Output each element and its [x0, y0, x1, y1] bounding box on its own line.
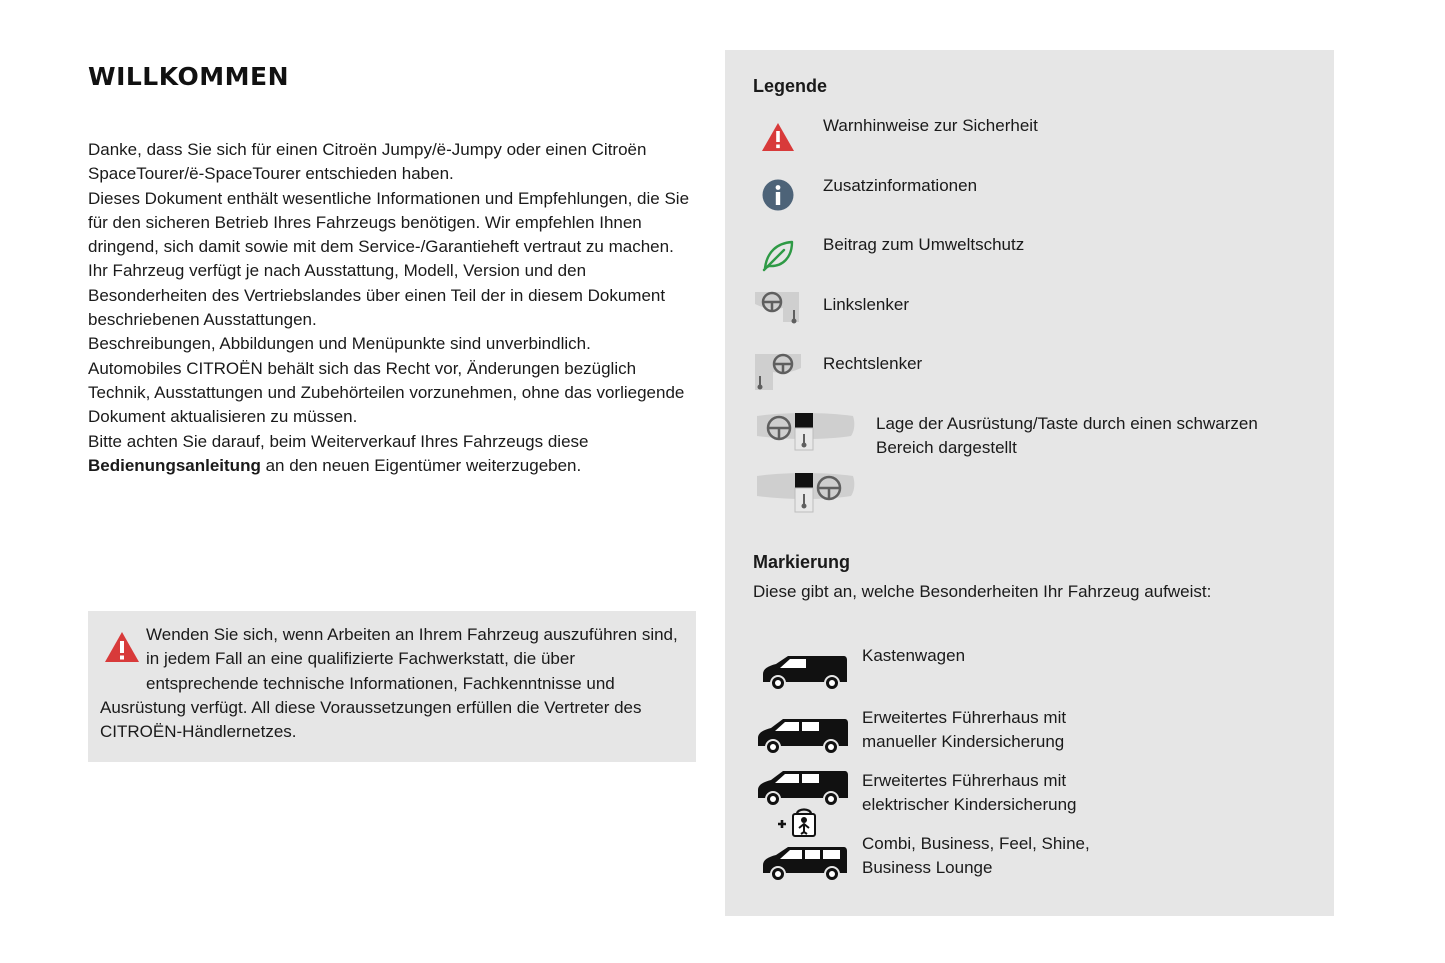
legend-label-environment: Beitrag zum Umweltschutz — [823, 235, 1025, 254]
page-title: WILLKOMMEN — [88, 62, 289, 91]
legend-label-equipment-location: Lage der Ausrüstung/Taste durch einen schwarzen Bereich dargestellt — [876, 414, 1258, 458]
legend-label-info: Zusatzinformationen — [823, 176, 978, 195]
legend-panel — [725, 50, 1334, 916]
crew-cab-van-icon — [755, 714, 851, 756]
leaf-icon — [761, 238, 795, 272]
intro-text — [88, 138, 700, 478]
marking-combi-line2: Business Lounge — [862, 858, 993, 878]
marking-crew-cab-manual-line1: Erweitertes Führerhaus mit — [862, 708, 1067, 727]
intro-p6-start: Bitte achten Sie darauf, beim Weiterverkauf Ihres Fahrzeugs diese — [88, 431, 589, 451]
marking-label-crew-cab-electric — [862, 769, 1077, 818]
marking-label-panel-van — [862, 644, 965, 668]
intro-p6-end: an den neuen Eigentümer weiterzugeben. — [260, 455, 582, 475]
warning-triangle-icon — [761, 122, 795, 152]
marking-crew-cab-electric-line2: elektrischer Kindersicherung — [862, 795, 1077, 815]
marking-crew-cab-electric-line1: Erweitertes Führerhaus mit — [862, 771, 1067, 790]
legend-label-left-hand-drive: Linkslenker — [823, 295, 909, 314]
panel-van-icon — [760, 652, 850, 692]
legend-heading: Legende — [753, 76, 828, 96]
intro-paragraph-6 — [88, 430, 700, 479]
manual-name-bold: Bedienungsanleitung — [88, 455, 261, 475]
dashboard-location-icon — [755, 410, 855, 516]
marking-description: Diese gibt an, welche Besonderheiten Ihr Fahrzeug aufweist: — [753, 582, 1212, 601]
legend-label-right-hand-drive: Rechtslenker — [823, 354, 923, 373]
workshop-warning-text: Wenden Sie sich, wenn Arbeiten an Ihrem Fahrzeug auszuführen sind, in jedem Fall an eine qualifizierte Fachwerkstatt, die über entsprechende technische Informationen, Fachkenntnisse und Ausrüstung verfügt. All diese Voraussetzungen erfüllen die Vertreter des CITROËN-Händlernetzes. — [100, 625, 678, 742]
marking-heading: Markierung — [753, 552, 851, 572]
intro-paragraph-4: Beschreibungen, Abbildungen und Menüpunkte sind unverbindlich. — [88, 334, 591, 354]
intro-paragraph-3: Ihr Fahrzeug verfügt je nach Ausstattung, Modell, Version und den Besonderheiten des Vertriebslandes über einen Teil der in diesem Dokument beschriebenen Ausstattungen. — [88, 261, 666, 330]
marking-label-crew-cab-manual — [862, 706, 1066, 755]
crew-cab-electric-child-lock-icon — [755, 768, 851, 840]
combi-van-icon — [760, 843, 850, 883]
left-hand-drive-icon — [753, 288, 803, 328]
marking-panel-van-line1: Kastenwagen — [862, 646, 966, 665]
intro-paragraph-5: Automobiles CITROËN behält sich das Recht vor, Änderungen bezüglich Technik, Ausstattungen und Zubehörteilen vorzunehmen, ohne das vorliegende Dokument aktualisieren zu müssen. — [88, 358, 685, 427]
marking-crew-cab-manual-line2: manueller Kindersicherung — [862, 732, 1065, 752]
info-icon — [762, 179, 794, 211]
workshop-warning-box — [88, 611, 696, 762]
legend-label-warning: Warnhinweise zur Sicherheit — [823, 116, 1038, 135]
right-hand-drive-icon — [753, 352, 803, 392]
intro-paragraph-1: Danke, dass Sie sich für einen Citroën Jumpy/ë-Jumpy oder einen Citroën SpaceTourer/ë-SpaceTourer entschieden haben. — [88, 140, 647, 184]
marking-label-combi — [862, 832, 1090, 881]
marking-combi-line1: Combi, Business, Feel, Shine, — [862, 834, 1090, 853]
intro-paragraph-2: Dieses Dokument enthält wesentliche Informationen und Empfehlungen, die Sie für den sicheren Betrieb Ihres Fahrzeugs benötigen. Wir empfehlen Ihnen dringend, sich damit sowie mit dem Service-/Garantieheft vertraut zu machen. — [88, 188, 690, 257]
